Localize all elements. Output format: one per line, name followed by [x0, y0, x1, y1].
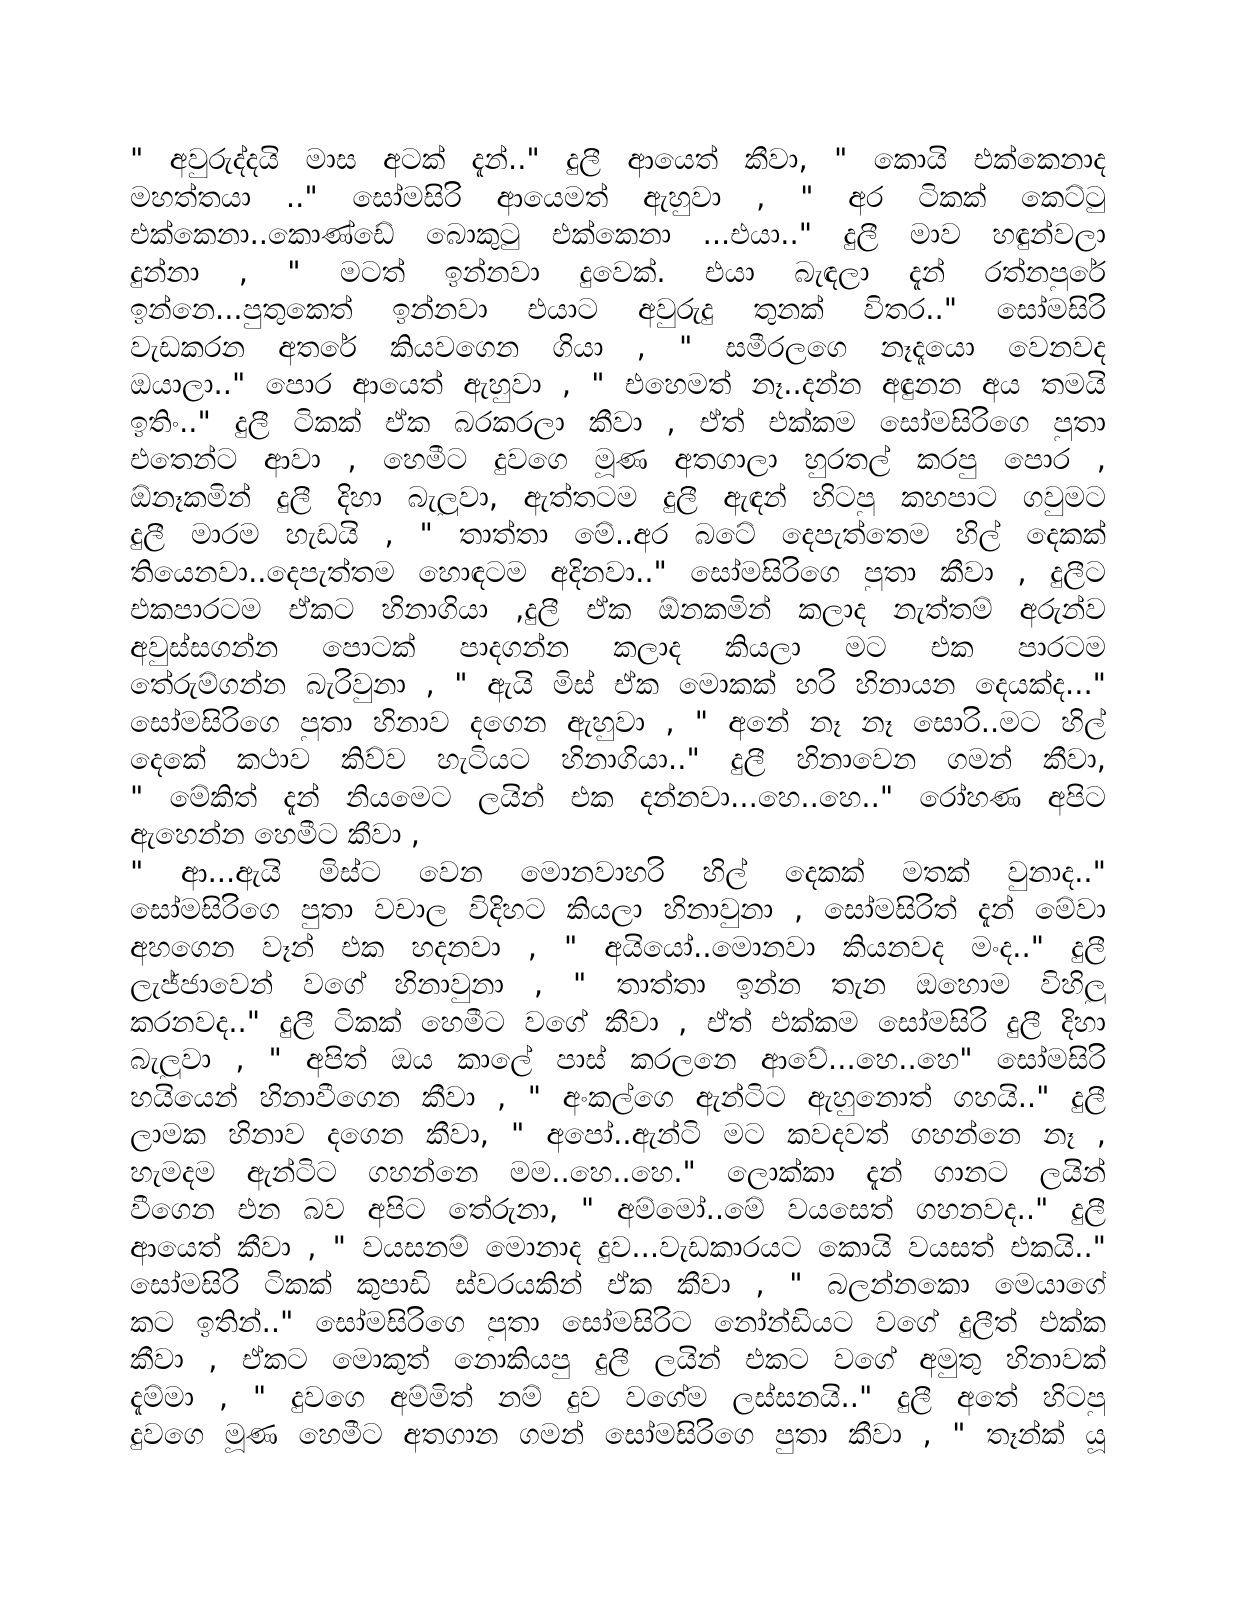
text-line: ඉන්නෙ...පුතුකෙත් ඉන්නවා එයාට අවුරුදු තුනක් විතර.." සෝමසිරි [130, 292, 1106, 326]
text-line: දුන්නා , " මටත් ඉන්නවා දුවෙක්. එයා බැඳලා දැන් රත්නපුරේ [130, 254, 1106, 289]
text-line: හයියෙන් හිනාවීගෙන කීවා , " අංකල්ගෙ ඇන්ටිට ඇහුනොත් ගහයි.." දුලී [130, 1079, 1106, 1114]
text-line: ආයෙත් කීවා , " වයසනම් මොනාද දුව...වැඩකාරයට කොයි වයසත් එකයි.." [130, 1229, 1106, 1264]
text-line: මහත්තයා .." සෝමසිරි ආයෙමත් ඇහුවා , " අර ටිකක් කෙට්ටු [130, 179, 1106, 214]
text-line: අවුස්සගන්න පොටක් පාදගන්න කලාද කියලා මට එක පාරටම [130, 629, 1106, 664]
text-line: දුලී මාරම හැඩයි , " තාත්තා මේ..අර බටේ දෙපැත්තෙම හිල් දෙකක් [130, 517, 1106, 551]
paragraph-1 [130, 141, 1106, 854]
text-line: ඔයාලා.." පොර ආයෙත් ඇහුවා , " එහෙමත් නෑ..දන්න අඳුනන අය තමයි [130, 367, 1106, 401]
text-line: ලැජ්ජාවෙන් වගේ හිනාවුනා , " තාත්තා ඉන්න තැන ඔහොම විහිලු [130, 967, 1106, 1001]
text-line: වැඩකරන අතරේ කියවගෙන ගියා , " සමීරලගෙ නෑදෑයො වෙනවද [130, 329, 1106, 364]
text-line: තේරුම්ගන්න බැරිවුනා , " ඇයි මිස් ඒක මොකක් හරි හිනායන දෙයක්ද..." [130, 667, 1106, 701]
text-line: " අවුරුද්දයි මාස අටක් දැන්.." දුලී ආයෙත් කීවා, " කොයි එක්කෙනාද [130, 142, 1106, 176]
text-line: ලාමක හිනාව දගෙන කීවා, " අපෝ..ඇන්ටි මට කවදවත් ගහන්නෙ නෑ , [130, 1117, 1106, 1151]
text-line: කට ඉතින්.." සෝමසිරිගෙ පුතා සෝමසිරිට නෝන්ඩියට වගේ දුලීත් එක්ක [130, 1304, 1106, 1339]
text-line: දුවගෙ මූණ හෙමීට අතගාන ගමන් සෝමසිරිගෙ පුතා කීවා , " තෑන්ක් යූ [130, 1417, 1106, 1451]
text-line: සෝමසිරිගෙ පුතා හිනාව දගෙන ඇහුවා , " අනේ නෑ නෑ සොරි..මට හිල් [130, 704, 1106, 739]
text-line: ඉතිං.." දුලී ටිකක් ඒක බරකරලා කීවා , ඒත් එක්කම සෝමසිරිගෙ පුතා [130, 404, 1106, 439]
text-line: එක්කෙනා..කොණ්ඩේ බොකුටු එක්කෙනා ...එයා.." දුලී මාව හඳුන්වලා [130, 217, 1106, 251]
text-line: " ආ...ඇයි මිස්ට වෙන මොනවාහරි හිල් දෙකක් මතක් වුනාද.." [130, 854, 1106, 889]
text-line: දෙකේ කථාව කිව්ව හැටියට හිනාගියා.." දුලී හිනාවෙන ගමන් කීවා, [130, 742, 1106, 776]
text-line: අහගෙන වෑන් එක හදනවා , " අයියෝ..මොනවා කියනවද මංද.." දුලී [130, 929, 1106, 964]
paragraph-2 [130, 854, 1106, 1454]
text-line: වීගෙන එන බව අපිට තේරුනා, " අම්මෝ..මේ වයසෙත් ගහනවද.." දුලී [130, 1192, 1106, 1226]
text-line: බැලුවා , " අපිත් ඔය කාලේ පාස් කරලනෙ ආවේ...හෙ..හෙ" සෝමසිරි [130, 1042, 1106, 1076]
text-line: තියෙනවා..දෙපැත්තම හොඳටම අදිනවා.." සෝමසිරිගෙ පුතා කීවා , දුලීට [130, 554, 1106, 589]
text-line: ඕනෑකමින් දුලී දිහා බැලුවා, ඇත්තටම දුලී ඇඳන් හිටපු කහපාට ගවුමට [130, 479, 1106, 514]
text-line: දැම්මා , " දුවගෙ අම්මිත් නම් දුව වගේම ලස්සනයි.." දුලී අතේ හිටපු [130, 1379, 1106, 1414]
text-line: එතෙන්ට ආවා , හෙමීට දුවගෙ මූණ අතගාලා හුරතල් කරපු පොර , [130, 442, 1106, 476]
text-line: කීවා , ඒකට මොකුත් නොකියපු දුලී ලයින් එකට වගේ අමුතු හිනාවක් [130, 1342, 1106, 1376]
text-line: සෝමසිරි ටිකක් කුපාඩි ස්වරයකින් ඒක කීවා , " බලන්නකො මෙයාගේ [130, 1267, 1106, 1301]
text-line: සෝමසිරිගෙ පුතා වචාල විදිහට කියලා හිනාවුනා , සෝමසිරිත් දැන් මේවා [130, 892, 1106, 926]
text-line: " මේකිත් දැන් නියමෙට ලයින් එක දන්නවා...හෙ..හෙ.." රෝහණ අපිට [130, 779, 1106, 814]
text-line: ඇහෙන්න හෙමීට කීවා , [130, 817, 420, 851]
text-line: එකපාරටම ඒකට හිනාගියා ,දුලී ඒක ඕනකමින් කලාද නැත්තම් අරුන්ව [130, 592, 1106, 626]
text-line: හැමදම ඇන්ටිට ගහන්නෙ මම..හෙ..හෙ." ලොක්කා දැන් ගානට ලයින් [130, 1154, 1106, 1189]
text-line: කරනවද.." දුලී ටිකක් හෙමීට වගේ කීවා , ඒත් එක්කම සෝමසිරි දුලී දිහා [130, 1004, 1106, 1039]
story-text-block [130, 141, 1106, 1454]
